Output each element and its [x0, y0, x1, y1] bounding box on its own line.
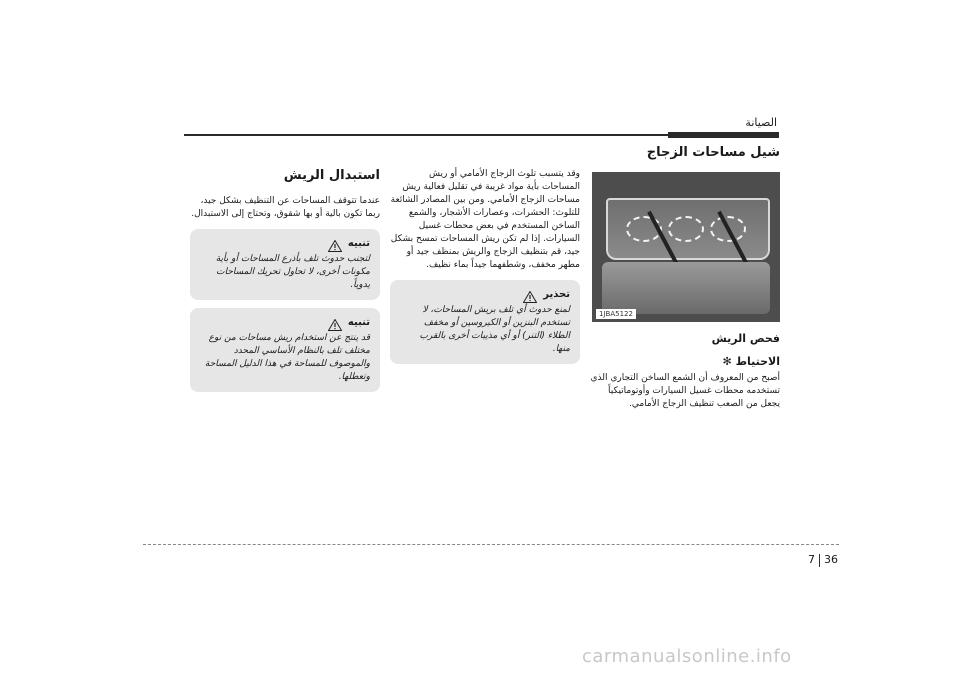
note-box-2: [190, 308, 380, 392]
caution-header: [400, 288, 570, 300]
note-header-1: [200, 237, 370, 249]
page-number: [808, 553, 838, 567]
warning-triangle-icon: [523, 288, 537, 300]
warning-triangle-icon: [328, 237, 342, 249]
note-label-1: تنبيه: [347, 237, 370, 249]
note-header-2: [200, 316, 370, 328]
middle-column: [390, 168, 580, 372]
page-number-left: 7: [808, 553, 815, 566]
footer-rule: [143, 544, 839, 545]
left-column: [190, 168, 380, 400]
note-label-2: تنبيه: [347, 316, 370, 328]
watermark-text: carmanualsonline.info: [582, 646, 792, 667]
section-title-wiper: شيل مساحات الزجاج: [646, 145, 780, 160]
body-text-contamination: وقد يتسبب تلوث الزجاج الأمامي أو ريش المساحات بأية مواد غريبة في تقليل فعالية ريش مساحات الزجاج الأمامي. ومن بين المصادر الشائعة للتلوث: الحشرات، وعصارات الأشجار، والشمع الساخن المستخدم في بعض محطات غسيل السيارات. إذا لم تكن ريش المساحات تمسح بشكل جيد، قم بتنظيف الزجاج والريش بمنظف جيد أو مطهر مخفف، وشطفهما جيداً بماء نظيف.: [390, 169, 580, 270]
splash-mark: [668, 216, 704, 242]
note-text-1: لتجنب حدوث تلف بأذرع المساحات أو بأية مكونات أخرى، لا تحاول تحريك المساحات يدوياً.: [215, 254, 370, 290]
page-header-title: الصيانة: [745, 116, 777, 129]
figure-code: 1JBA5122: [596, 309, 636, 319]
caution-text: لمنع حدوث أي تلف بريش المساحات، لا تستخدم البنزين أو الكيروسين أو مخفف الطلاء (التنر) أو أي مذيبات أخرى بالقرب منها.: [419, 305, 570, 354]
ihtiyat-heading: الاحتياط ✻: [590, 355, 780, 368]
note-text-2: قد ينتج عن استخدام ريش مساحات من نوع مختلف تلف بالنظام الأساسي المحدد والموصوف للمساحة في هذا الدليل المساحة وتعطلها.: [204, 333, 370, 382]
section-title-replacement: استبدال الريش: [283, 168, 380, 183]
note-box-1: [190, 229, 380, 300]
right-column: [590, 145, 780, 419]
ihtiyat-text: أصبح من المعروف أن الشمع الساخن التجاري الذي تستخدمه محطات غسيل السيارات وأوتوماتيكياً يجعل من الصعب تنظيف الزجاج الأمامي.: [590, 373, 780, 409]
header-rule-accent: [668, 132, 779, 138]
body-text-replacement: عندما تتوقف المساحات عن التنظيف بشكل جيد، ربما تكون بالية أو بها شقوق، وتحتاج إلى الاستبدال.: [191, 196, 380, 219]
page-number-right: 36: [824, 553, 838, 566]
caution-box: [390, 280, 580, 364]
subsection-title-inspection: فحص الريش: [711, 332, 780, 345]
caution-label: تحذير: [543, 288, 570, 300]
page-number-separator: [819, 554, 820, 567]
car-hood-shape: [602, 262, 770, 314]
warning-triangle-icon: [328, 316, 342, 328]
wiper-figure: [592, 172, 780, 322]
